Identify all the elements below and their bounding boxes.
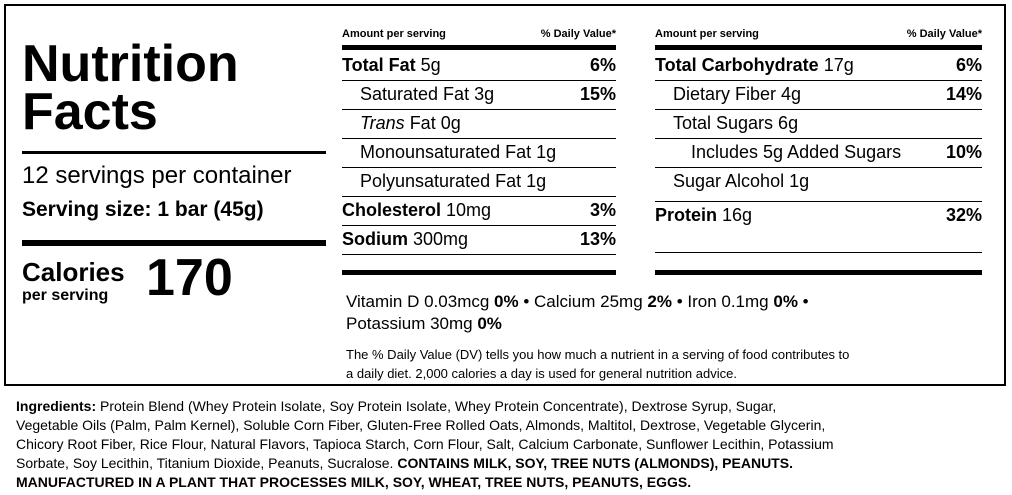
nutrient-row xyxy=(342,196,616,226)
vitamin-text: • Calcium 25mg xyxy=(518,292,648,311)
nutrient-daily-value: 6% xyxy=(955,55,982,75)
nutrient-row xyxy=(342,51,616,81)
table-right-header xyxy=(655,28,982,44)
nutrient-amount: Dietary Fiber 4g xyxy=(673,84,802,104)
table-right-bottom-rule xyxy=(655,270,982,275)
nutrient-daily-value: 14% xyxy=(945,84,982,104)
serving-size xyxy=(22,198,264,222)
nutrient-row xyxy=(655,201,982,253)
daily-value-header: % Daily Value* xyxy=(906,28,982,40)
table-right-top-rule xyxy=(655,45,982,50)
footnote-line-2: a daily diet. 2,000 calories a day is used for general nutrition advice. xyxy=(346,366,737,381)
calories-value: 170 xyxy=(146,249,233,307)
calories-per-serving: per serving xyxy=(22,287,109,304)
nutrient-amount: Total Sugars 6g xyxy=(673,113,799,133)
nutrient-daily-value: 15% xyxy=(579,84,616,104)
vitamin-text: • Iron 0.1mg xyxy=(671,292,774,311)
nutrient-name xyxy=(655,51,854,80)
vitamin-text: Vitamin D 0.03mcg xyxy=(346,292,495,311)
divider-thick-1 xyxy=(22,151,326,154)
ingredients-text-4: Sorbate, Soy Lecithin, Titanium Dioxide, Peanuts, Sucralose. xyxy=(16,455,398,471)
nutrient-name xyxy=(673,109,798,138)
footnote-line-1: The % Daily Value (DV) tells you how much a nutrient in a serving of food contributes to xyxy=(346,347,850,362)
allergen-statement: CONTAINS MILK, SOY, TREE NUTS (ALMONDS), PEANUTS. xyxy=(397,455,793,471)
nutrient-daily-value: 13% xyxy=(579,229,616,249)
serving-size-value: 1 bar (45g) xyxy=(157,198,264,221)
nutrient-amount: Saturated Fat 3g xyxy=(360,84,495,104)
nutrition-facts-title xyxy=(22,35,239,141)
ingredients-line-3: Chicory Root Fiber, Rice Flour, Natural Flavors, Tapioca Starch, Corn Flour, Salt, Calcium Carbonate, Sunflower Lecithin, Potassium xyxy=(16,436,834,452)
nutrient-name xyxy=(342,51,441,80)
nutrient-amount: Includes 5g Added Sugars xyxy=(691,142,902,162)
amount-per-serving-header: Amount per serving xyxy=(655,28,759,40)
nutrient-amount: 5g xyxy=(415,55,441,75)
vitamin-text: Potassium 30mg xyxy=(346,314,478,333)
nutrition-panel xyxy=(4,4,1006,386)
nutrient-row xyxy=(655,51,982,81)
nutrient-table-left xyxy=(342,28,616,268)
ingredients-text xyxy=(16,397,834,492)
nutrient-amount: Polyunsaturated Fat 1g xyxy=(360,171,547,191)
title-line-2: Facts xyxy=(22,83,158,141)
vitamins-minerals xyxy=(346,291,809,335)
nutrient-name xyxy=(360,167,546,196)
nutrient-row xyxy=(342,167,616,197)
ingredients-text-1: Protein Blend (Whey Protein Isolate, Soy Protein Isolate, Whey Protein Concentrate), Dextrose Syrup, Sugar, xyxy=(96,398,777,414)
table-left-bottom-rule xyxy=(342,270,616,275)
facility-statement: MANUFACTURED IN A PLANT THAT PROCESSES MILK, SOY, WHEAT, TREE NUTS, PEANUTS, EGGS. xyxy=(16,474,692,490)
nutrient-table-right xyxy=(655,28,982,268)
ingredients-label: Ingredients: xyxy=(16,398,97,414)
nutrient-name-bold: Cholesterol xyxy=(342,200,442,220)
nutrient-amount: Monounsaturated Fat 1g xyxy=(360,142,557,162)
nutrient-row xyxy=(655,167,982,202)
nutrient-name xyxy=(342,225,468,254)
nutrient-row xyxy=(342,80,616,110)
nutrient-row xyxy=(342,109,616,139)
ingredients-line-2: Vegetable Oils (Palm, Palm Kernel), Soluble Corn Fiber, Gluten-Free Rolled Oats, Almonds, Maltitol, Dextrose, Vegetable Glycerin, xyxy=(16,417,826,433)
nutrient-amount: Sugar Alcohol 1g xyxy=(673,171,810,191)
nutrient-name-italic: Trans xyxy=(360,113,405,133)
nutrient-row xyxy=(342,138,616,168)
nutrient-name-bold: Sodium xyxy=(342,229,408,249)
vitamin-daily-value: 0% xyxy=(477,314,502,333)
ingredients-line-1 xyxy=(16,397,834,416)
nutrient-amount: 300mg xyxy=(408,229,469,249)
nutrient-name xyxy=(691,138,901,167)
daily-value-header: % Daily Value* xyxy=(540,28,616,40)
vitamin-daily-value: 0% xyxy=(773,292,798,311)
nutrient-name-bold: Total Carbohydrate xyxy=(655,55,819,75)
serving-size-label: Serving size: xyxy=(22,198,152,221)
table-left-top-rule xyxy=(342,45,616,50)
vitamins-line-2 xyxy=(346,313,809,335)
nutrient-name xyxy=(360,138,556,167)
nutrient-name-bold: Total Fat xyxy=(342,55,416,75)
daily-value-footnote xyxy=(346,345,849,383)
vitamins-line-1 xyxy=(346,291,809,313)
nutrient-daily-value: 10% xyxy=(945,142,982,162)
nutrient-daily-value: 6% xyxy=(589,55,616,75)
nutrient-row xyxy=(655,109,982,139)
nutrient-name xyxy=(655,201,752,230)
divider-thick-2 xyxy=(22,240,326,246)
vitamin-text: • xyxy=(797,292,809,311)
nutrient-daily-value: 32% xyxy=(945,205,982,225)
nutrient-row xyxy=(655,80,982,110)
nutrient-amount: 10mg xyxy=(441,200,492,220)
nutrient-name xyxy=(673,167,809,196)
nutrient-name xyxy=(360,109,461,138)
vitamin-daily-value: 2% xyxy=(647,292,672,311)
nutrient-name xyxy=(360,80,494,109)
nutrient-row xyxy=(342,225,616,255)
table-left-header xyxy=(342,28,616,44)
ingredients-line-4 xyxy=(16,454,834,473)
nutrient-amount: 16g xyxy=(717,205,753,225)
vitamin-daily-value: 0% xyxy=(494,292,519,311)
calories-label: Calories xyxy=(22,257,125,287)
amount-per-serving-header: Amount per serving xyxy=(342,28,446,40)
title-line-1: Nutrition xyxy=(22,35,239,93)
nutrient-daily-value: 3% xyxy=(589,200,616,220)
nutrient-name xyxy=(673,80,801,109)
servings-per-container: 12 servings per container xyxy=(22,162,292,189)
nutrient-name-bold: Protein xyxy=(655,205,718,225)
nutrient-row xyxy=(655,138,982,168)
nutrient-amount: Fat 0g xyxy=(404,113,461,133)
nutrient-name xyxy=(342,196,491,225)
nutrient-amount: 17g xyxy=(818,55,854,75)
